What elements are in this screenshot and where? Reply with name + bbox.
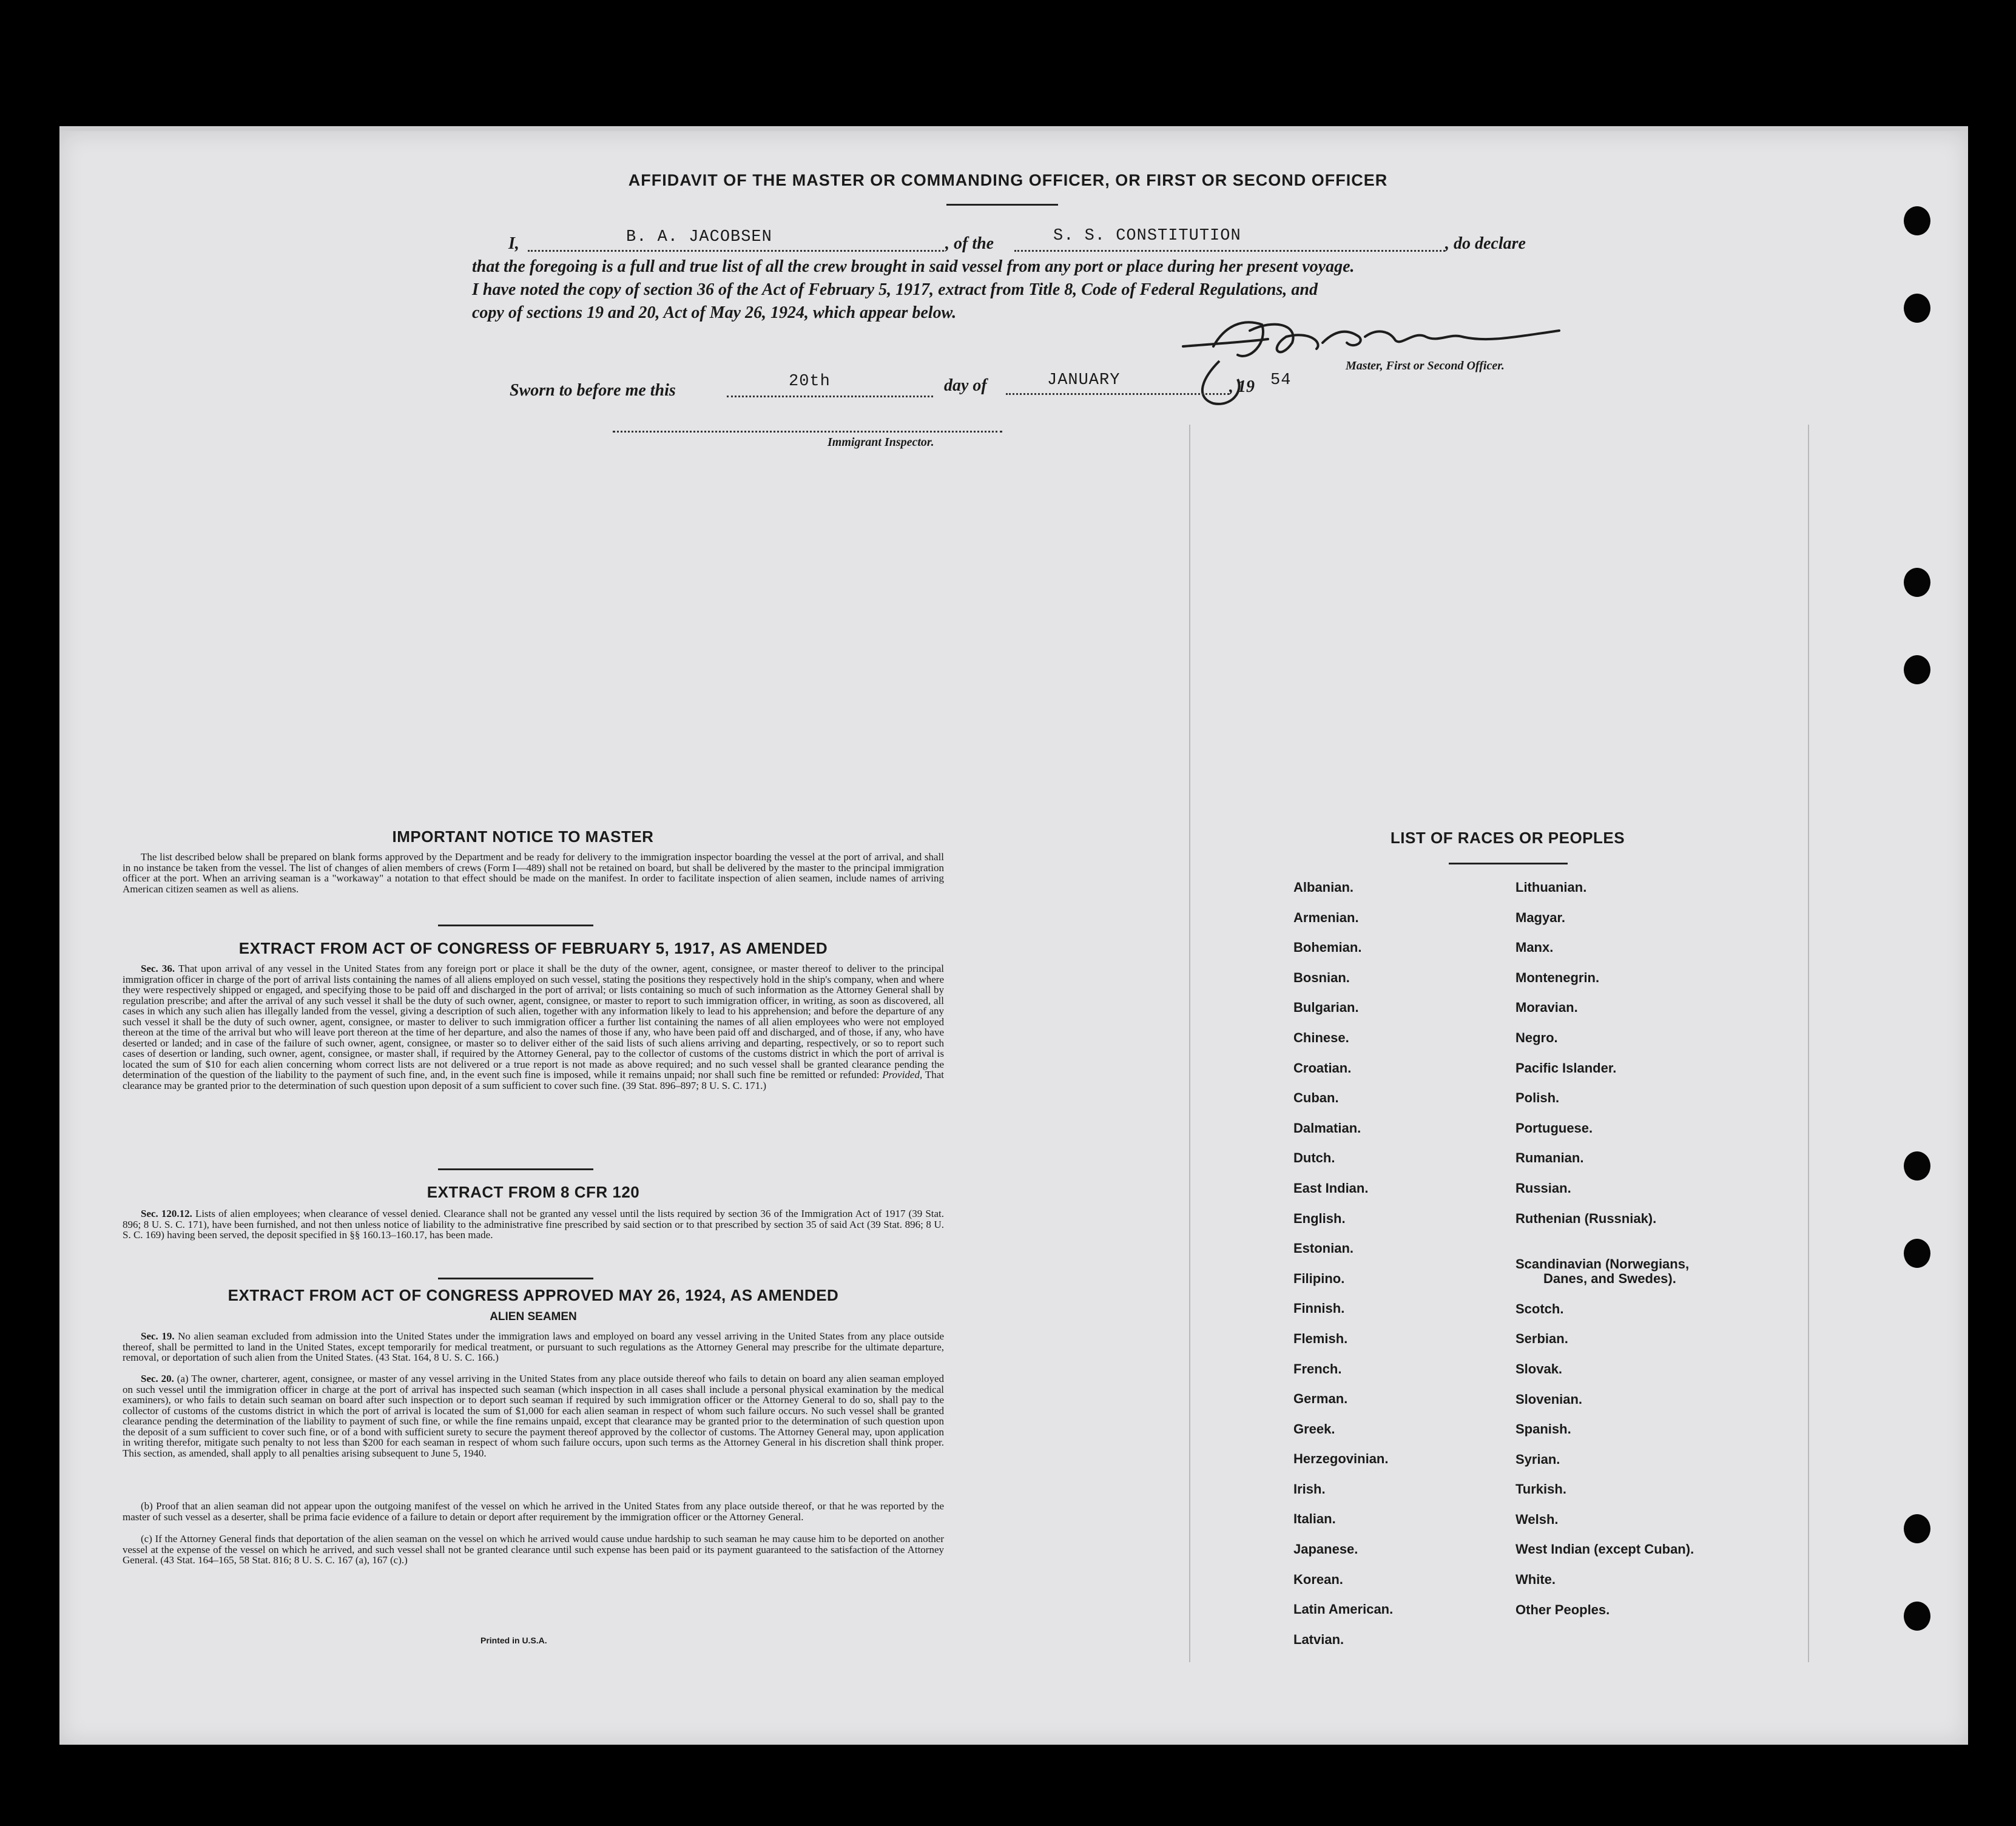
race-item: Bosnian.	[1293, 969, 1350, 985]
section-rule	[438, 1278, 593, 1279]
alien-seamen-subtitle: ALIEN SEAMEN	[490, 1310, 577, 1323]
declaration-line-2: that the foregoing is a full and true list of all the crew brought in said vessel from any port or place during her present voyage.	[472, 257, 1355, 276]
race-item: Lithuanian.	[1515, 880, 1587, 895]
sec-19-text: No alien seaman excluded from admission into the United States under the immigration laws and employed on board any vessel arriving in the United States from any place outside thereof, shall be permitted to land in the United States, except temporarily for medical treatment, or pursuant to such regulations as the Attorney General may prescribe for the ultimate departure, removal, or deportation of such alien from the United States. (43 Stat. 164, 8 U. S. C. 166.)	[123, 1330, 944, 1363]
extract-1917-body	[123, 963, 944, 1091]
sec-20b-paragraph: (b) Proof that an alien seaman did not appear upon the outgoing manifest of the vessel on which he arrived in the United States from any place outside thereof, or that he was reported by the master of such vessel as a deserter, shall be prima facie evidence of a failure to detain or deport after requirement by the immigration officer or the Attorney General.	[123, 1500, 944, 1523]
race-item: Greek.	[1293, 1421, 1335, 1437]
extract-cfr-title: EXTRACT FROM 8 CFR 120	[426, 1183, 640, 1201]
race-item: Magyar.	[1515, 909, 1565, 925]
race-item: Portuguese.	[1515, 1120, 1593, 1136]
race-item: Polish.	[1515, 1090, 1560, 1106]
race-item: Negro.	[1515, 1029, 1558, 1045]
race-item: Russian.	[1515, 1180, 1571, 1196]
sec-36-text: That upon arrival of any vessel in the United States from any foreign port or place it shall be the duty of the owner, agent, consignee, or master thereof to deliver to the principal immigration officer in charge of the port of arrival lists containing the names of all aliens employed on such vessel, stating the positions they respectively hold in the ship's company, when and where they were respectively shipped or engaged, and specifying those to be paid off and discharged in the port of arrival; or lists containing so much of such information as the Attorney General shall by regulation prescribe; and after the arrival of any such vessel it shall be the duty of such owner, agent, consignee, or master to report to such immigration officer, in writing, as soon as discovered, all cases in which any such alien has illegally landed from the vessel, giving a description of such alien, together with any information likely to lead to his apprehension; and before the departure of any such vessel it shall be the duty of such owner, agent, consignee, or master to deliver to such immigration officer a further list containing the names of all alien employees who were not employed thereon at the time of the arrival but who will leave port thereon at the time of her departure, and also the names of those if any, who have been paid off and discharged, and of those, if any, who have deserted or landed; and in case of the failure of such owner, agent, consignee, or master so to deliver either of the said lists of such aliens arriving and departing, respectively, or so to report such cases of desertion or landing, such owner, agent, consignee, or master shall, if required by the Attorney General, pay to the collector of customs of the customs district in which the port of arrival is located the sum of $10 for each alien concerning whom correct lists are not delivered or a true report is not made as above required; and no such vessel shall be granted clearance pending the determination of the question of the liability to the payment of such fine, and, in the event such fine is imposed, while it remains unpaid; nor shall such fine be remitted or refunded:	[123, 963, 945, 1080]
sec-20a-paragraph	[123, 1373, 944, 1458]
sec-20-label: Sec. 20.	[141, 1373, 174, 1384]
master-name-value: B. A. JACOBSEN	[626, 228, 772, 246]
binder-hole	[1904, 1239, 1930, 1268]
declaration-line-4: copy of sections 19 and 20, Act of May 26, 1924, which appear below.	[472, 303, 957, 322]
notice-title: IMPORTANT NOTICE TO MASTER	[392, 827, 654, 846]
race-item: Bohemian.	[1293, 940, 1362, 955]
notice-body: The list described below shall be prepared on blank forms approved by the Department and be ready for delivery to the immigration inspector boarding the vessel at the port of arrival, and shall in no instance be taken from the vessel. The list of changes of alien members of crews (Form I—489) shall not be retained on board, but shall be delivered by the master to the principal immigration officer at the port. When an arriving seaman is a "workaway" a notation to that effect should be made on the manifest. In order to facilitate inspection of alien seamen, include names of arriving American citizen seamen as well as aliens.	[123, 851, 944, 895]
do-declare-label: , do declare	[1445, 234, 1526, 253]
race-item: Cuban.	[1293, 1090, 1339, 1106]
race-item: Manx.	[1515, 940, 1554, 955]
sworn-day-line	[727, 396, 933, 397]
sec-120-label: Sec. 120.12.	[141, 1208, 192, 1219]
race-item: West Indian (except Cuban).	[1515, 1541, 1694, 1557]
race-item: Scotch.	[1515, 1301, 1564, 1316]
race-item: Slovenian.	[1515, 1391, 1583, 1407]
year-suffix-value: 54	[1270, 371, 1292, 389]
printed-in-usa: Printed in U.S.A.	[480, 1636, 547, 1645]
sec-120-text: Lists of alien employees; when clearance of vessel denied. Clearance shall not be granted any vessel until the lists required by section 36 of the Immigration Act of 1917 (39 Stat. 896; 8 U. S. C. 171), have been furnished, and not then unless notice of liability to the administrative fine prescribed by said section or to that prescribed by section 35 of said Act (39 Stat. 896; 8 U. S. C. 169) having been served, the deposit specified in §§ 160.13–160.17, has been made.	[123, 1208, 945, 1241]
race-item: Slovak.	[1515, 1361, 1563, 1376]
sworn-month-value: JANUARY	[1047, 371, 1121, 389]
sworn-month-line	[1006, 393, 1229, 395]
sworn-label: Sworn to before me this	[510, 381, 676, 400]
section-rule	[438, 1168, 593, 1170]
sworn-day-value: 20th	[789, 372, 831, 391]
race-item: Filipino.	[1293, 1270, 1345, 1286]
binder-hole	[1904, 294, 1930, 323]
race-item: Albanian.	[1293, 880, 1354, 895]
race-item: Flemish.	[1293, 1330, 1348, 1346]
races-right-column	[1515, 880, 1694, 1632]
title-rule	[946, 204, 1058, 206]
race-item: Serbian.	[1515, 1331, 1568, 1347]
i-label: I,	[508, 234, 519, 253]
race-item: Dutch.	[1293, 1150, 1335, 1166]
vessel-name-line	[1014, 250, 1445, 252]
inspector-label: Immigrant Inspector.	[828, 436, 934, 449]
race-item: Herzegovinian.	[1293, 1451, 1389, 1467]
of-the-label: , of the	[945, 234, 994, 253]
binder-hole	[1904, 1602, 1930, 1631]
race-item: Welsh.	[1515, 1511, 1559, 1527]
vessel-name-value: S. S. CONSTITUTION	[1053, 227, 1241, 245]
binder-hole	[1904, 568, 1930, 597]
race-item: Latvian.	[1293, 1631, 1344, 1647]
race-item: Scandinavian (Norwegians,	[1515, 1256, 1690, 1272]
race-item: Montenegrin.	[1515, 969, 1600, 985]
sec-36-label: Sec. 36.	[141, 963, 175, 974]
race-item: Estonian.	[1293, 1241, 1354, 1256]
race-item: Turkish.	[1515, 1481, 1566, 1497]
signature-caption: Master, First or Second Officer.	[1346, 359, 1505, 372]
races-title-rule	[1449, 863, 1568, 864]
race-item: Chinese.	[1293, 1029, 1349, 1045]
race-item: Dalmatian.	[1293, 1120, 1361, 1136]
year-prefix: , 19	[1229, 377, 1255, 396]
race-item: Irish.	[1293, 1481, 1326, 1497]
race-item: Bulgarian.	[1293, 1000, 1359, 1016]
race-item: Ruthenian (Russniak).	[1515, 1210, 1657, 1226]
sec-20a-text: (a) The owner, charterer, agent, consignee, or master of any vessel arriving in the United States from any place outside thereof who fails to detain on board any alien seaman employed on such vessel until the immigration officer in charge at the port of arrival has inspected such seaman (which inspection in all cases shall include a personal physical examination by the medical examiners), or who fails to detain such seaman on board after such inspection or to deport such seaman if required by such immigration officer or the Attorney General to do so, shall pay to the collector of customs of the customs district in which the port of arrival is located the sum of $1,000 for each alien seaman in respect of whom such failure occurs. No such vessel shall be granted clearance pending the determination of the liability to payment of such fine, or while the fine remains unpaid, except that clearance may be granted prior to the determination of such question upon the deposit of a sum sufficient to cover such fine, or of a bond with sufficient surety to secure the payment thereof approved by the collector of customs. The Attorney General may, upon application in writing therefor, mitigate such penalty to not less than $200 for each seaman in respect of whom such failure occurs, upon such terms as the Attorney General in his discretion shall think proper. This section, as amended, shall apply to all penalties arising subsequent to June 5, 1940.	[123, 1373, 945, 1459]
race-item: White.	[1515, 1572, 1556, 1588]
race-item: Moravian.	[1515, 1000, 1578, 1016]
binder-hole	[1904, 655, 1930, 684]
race-item: Syrian.	[1515, 1451, 1560, 1467]
affidavit-title: AFFIDAVIT OF THE MASTER OR COMMANDING OFFICER, OR FIRST OR SECOND OFFICER	[628, 171, 1388, 189]
race-item: East Indian.	[1293, 1180, 1369, 1196]
master-name-line	[528, 250, 944, 252]
binder-hole	[1904, 1151, 1930, 1181]
sec-20c-paragraph: (c) If the Attorney General finds that deportation of the alien seaman on the vessel on which he arrived would cause undue hardship to such seaman he may cause him to be deported on another vessel at the expense of the vessel on which he arrived, and such vessel shall not be granted clearance until such expense has been paid or its payment guaranteed to the satisfaction of the Attorney General. (43 Stat. 164–165, 58 Stat. 816; 8 U. S. C. 167 (a), 167 (c).)	[123, 1533, 944, 1566]
race-item: Finnish.	[1293, 1301, 1345, 1316]
race-item: Latin American.	[1293, 1602, 1394, 1617]
day-of-label: day of	[944, 376, 987, 395]
race-item: Korean.	[1293, 1571, 1343, 1587]
races-left-column	[1293, 880, 1393, 1662]
race-item: German.	[1293, 1391, 1348, 1407]
binder-hole	[1904, 1514, 1930, 1543]
race-item: Pacific Islander.	[1515, 1060, 1617, 1076]
extract-1924-title: EXTRACT FROM ACT OF CONGRESS APPROVED MAY 26, 1924, AS AMENDED	[228, 1286, 839, 1304]
race-item: Italian.	[1293, 1511, 1336, 1527]
extract-1917-title: EXTRACT FROM ACT OF CONGRESS OF FEBRUARY 5, 1917, AS AMENDED	[238, 939, 828, 957]
sec-36-tail: That clearance may be granted prior to the determination of such question upon deposit of a sum sufficient to cover such fine. (39 Stat. 896–897; 8 U. S. C. 171.)	[123, 1069, 944, 1091]
race-item: English.	[1293, 1210, 1346, 1226]
race-item: Rumanian.	[1515, 1150, 1584, 1166]
sec-19-label: Sec. 19.	[141, 1330, 175, 1342]
extract-cfr-body	[123, 1208, 944, 1241]
declaration-line-3: I have noted the copy of section 36 of the Act of February 5, 1917, extract from Title 8, Code of Federal Regulations, and	[472, 280, 1318, 299]
column-guide-line	[1189, 425, 1190, 1662]
races-title: LIST OF RACES OR PEOPLES	[1390, 829, 1625, 847]
race-item: French.	[1293, 1361, 1342, 1376]
section-rule	[438, 925, 593, 926]
race-item: Croatian.	[1293, 1060, 1352, 1076]
race-item: Armenian.	[1293, 909, 1359, 925]
race-item: Other Peoples.	[1515, 1602, 1610, 1617]
binder-hole	[1904, 206, 1930, 235]
provided-word: Provided,	[882, 1069, 923, 1080]
inspector-signature-line	[613, 431, 1002, 433]
race-item: Japanese.	[1293, 1541, 1358, 1557]
sec-19-paragraph	[123, 1331, 944, 1363]
column-guide-line	[1808, 425, 1809, 1662]
race-item: Spanish.	[1515, 1421, 1571, 1437]
race-item: Danes, and Swedes).	[1543, 1271, 1676, 1287]
